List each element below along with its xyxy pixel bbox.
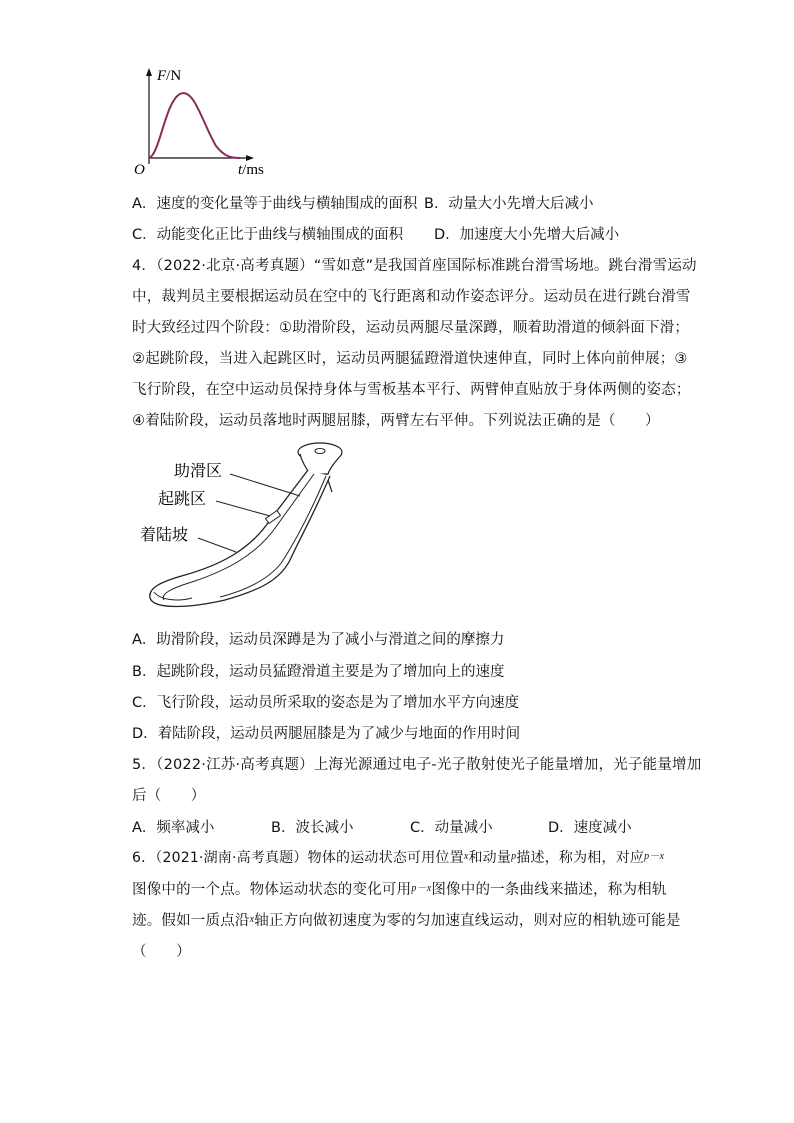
label-zhuhua: 助滑区 — [174, 461, 223, 480]
leader-line-qitiao — [216, 501, 270, 516]
q3-option-a: A．速度的变化量等于曲线与横轴围成的面积 — [132, 196, 418, 212]
q4-option-c: C．飞行阶段，运动员所采取的姿态是为了增加水平方向速度 — [132, 695, 520, 711]
x-axis-label: t/ms — [238, 162, 264, 178]
ski-jump-figure — [130, 440, 370, 620]
q5-stem-line: 5．（2022·江苏·高考真题）上海光源通过电子-光子散射使光子能量增加，光子能量增加 — [132, 757, 702, 773]
force-time-graph — [130, 62, 280, 182]
y-axis-label: F/N — [157, 68, 182, 84]
x-axis-arrow — [246, 155, 254, 161]
jump-tower-body — [300, 454, 342, 474]
var-p-minus-x: p－x — [411, 883, 432, 894]
q5-option-c: C．动量减小 — [410, 820, 493, 836]
var-x: x — [249, 914, 255, 925]
q6-stem-line-3 — [132, 909, 681, 930]
q5-option-d: D．速度减小 — [548, 820, 632, 836]
q6-text: 描述，称为相，对应 — [516, 850, 645, 866]
q3-option-c: C．动能变化正比于曲线与横轴围成的面积 — [132, 227, 404, 243]
var-p-minus-x: p－x — [644, 851, 665, 862]
q4-stem-line: ④着陆阶段，运动员落地时两腿屈膝，两臂左右平伸。下列说法正确的是（ ） — [132, 413, 660, 429]
q6-text: 迹。假如一质点沿 — [132, 913, 250, 929]
q6-text: 轴正方向做初速度为零的匀加速直线运动，则对应的相轨迹可能是 — [254, 913, 681, 929]
var-p: p — [511, 851, 517, 862]
q4-stem-line: 4．（2022·北京·高考真题）“雪如意”是我国首座国际标准跳台滑雪场地。跳台滑雪运动 — [132, 258, 697, 274]
q6-text: 6．（2021·湖南·高考真题）物体的运动状态可用位置 — [132, 850, 464, 866]
force-curve — [149, 93, 240, 158]
q4-stem-line: 中，裁判员主要根据运动员在空中的飞行距离和动作姿态评分。运动员在进行跳台滑雪 — [132, 289, 691, 305]
q6-text: 和动量 — [468, 850, 512, 866]
q6-text: 图像中的一条曲线来描述，称为相轨 — [431, 882, 667, 898]
q5-option-a: A．频率减小 — [132, 820, 215, 836]
var-x: x — [463, 851, 469, 862]
q4-stem-line: ②起跳阶段，当进入起跳区时，运动员两腿猛蹬滑道快速伸直，同时上体向前伸展；③ — [132, 351, 688, 367]
q6-text: 图像中的一个点。物体运动状态的变化可用 — [132, 882, 412, 898]
jump-tower-hole — [315, 449, 325, 454]
q6-stem-line-2 — [132, 878, 667, 899]
q3-option-b: B．动量大小先增大后减小 — [424, 196, 594, 212]
q5-stem-line: 后（ ） — [132, 788, 206, 804]
q6-stem-line-1 — [132, 847, 664, 867]
q4-option-a: A．助滑阶段，运动员深蹲是为了减小与滑道之间的摩擦力 — [132, 632, 505, 648]
y-axis-arrow — [146, 68, 152, 76]
label-zhuolu: 着陆坡 — [140, 525, 189, 544]
origin-label: O — [134, 162, 145, 178]
q4-option-b: B．起跳阶段，运动员猛蹬滑道主要是为了增加向上的速度 — [132, 664, 505, 680]
q4-stem-line: 飞行阶段，在空中运动员保持身体与雪板基本平行、两臂伸直贴放于身体两侧的姿态； — [132, 382, 691, 398]
leader-line-zhuhua — [230, 474, 300, 496]
leader-line-zhuolu — [198, 538, 236, 552]
q5-option-b: B．波长减小 — [271, 820, 354, 836]
q4-stem-line: 时大致经过四个阶段：①助滑阶段，运动员两腿尽量深蹲，顺着助滑道的倾斜面下滑； — [132, 320, 690, 336]
q4-option-d: D．着陆阶段，运动员两腿屈膝是为了减少与地面的作用时间 — [132, 726, 521, 742]
q3-option-d: D．加速度大小先增大后减小 — [434, 227, 620, 243]
label-qitiao: 起跳区 — [158, 489, 207, 508]
q6-stem-line-4: （ ） — [132, 944, 191, 960]
